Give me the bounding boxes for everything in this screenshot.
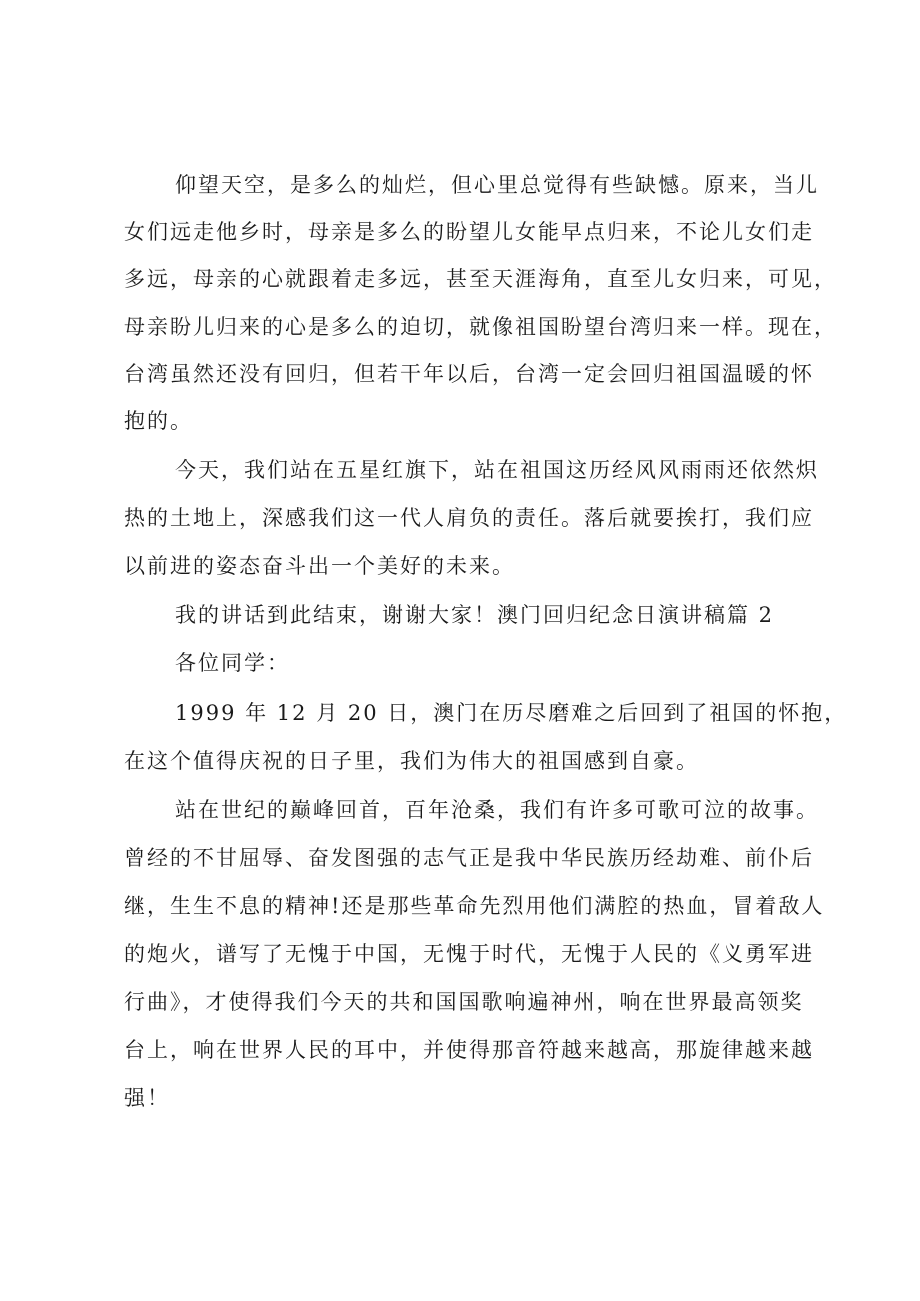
- paragraph-4-line-6: 台上，响在世界人民的耳中，并使得那音符越来越高，那旋律越来越: [124, 1038, 814, 1062]
- paragraph-1-line-1: 仰望天空，是多么的灿烂，但心里总觉得有些缺憾。原来，当儿: [175, 173, 819, 197]
- paragraph-1-line-3: 多远，母亲的心就跟着走多远，甚至天涯海角，直至儿女归来，可见，: [124, 267, 837, 291]
- paragraph-3-line-2: 在这个值得庆祝的日子里，我们为伟大的祖国感到自豪。: [124, 749, 699, 773]
- paragraph-1-line-5: 台湾虽然还没有回归，但若干年以后，台湾一定会回归祖国温暖的怀: [124, 362, 814, 386]
- salutation-line: 各位同学：: [175, 651, 290, 675]
- paragraph-2-line-3: 以前进的姿态奋斗出一个美好的未来。: [124, 554, 515, 578]
- paragraph-1-line-2: 女们远走他乡时，母亲是多么的盼望儿女能早点归来，不论儿女们走: [124, 220, 814, 244]
- paragraph-4-line-4: 的炮火，谱写了无愧于中国，无愧于时代，无愧于人民的《义勇军进: [124, 942, 814, 966]
- paragraph-1-line-6: 抱的。: [124, 409, 193, 433]
- paragraph-1-line-4: 母亲盼儿归来的心是多么的迫切，就像祖国盼望台湾归来一样。现在，: [124, 315, 837, 339]
- paragraph-4-line-1: 站在世纪的巅峰回首，百年沧桑，我们有许多可歌可泣的故事。: [175, 798, 819, 822]
- paragraph-4-line-2: 曾经的不甘屈辱、奋发图强的志气正是我中华民族历经劫难、前仆后: [124, 846, 814, 870]
- paragraph-4-line-5: 行曲》，才使得我们今天的共和国国歌响遍神州，响在世界最高领奖: [124, 990, 804, 1014]
- closing-and-title-line: 我的讲话到此结束，谢谢大家！澳门回归纪念日演讲稿篇 2: [175, 603, 775, 627]
- paragraph-4-line-3: 继，生生不息的精神!还是那些革命先烈用他们满腔的热血，冒着敌人: [124, 894, 825, 918]
- paragraph-2-line-1: 今天，我们站在五星红旗下，站在祖国这历经风风雨雨还依然炽: [175, 458, 819, 482]
- paragraph-2-line-2: 热的土地上，深感我们这一代人肩负的责任。落后就要挨打，我们应: [124, 506, 814, 530]
- paragraph-4-line-7: 强！: [124, 1086, 170, 1110]
- paragraph-3-line-1: 1999 年 12 月 20 日，澳门在历尽磨难之后回到了祖国的怀抱，: [175, 701, 848, 725]
